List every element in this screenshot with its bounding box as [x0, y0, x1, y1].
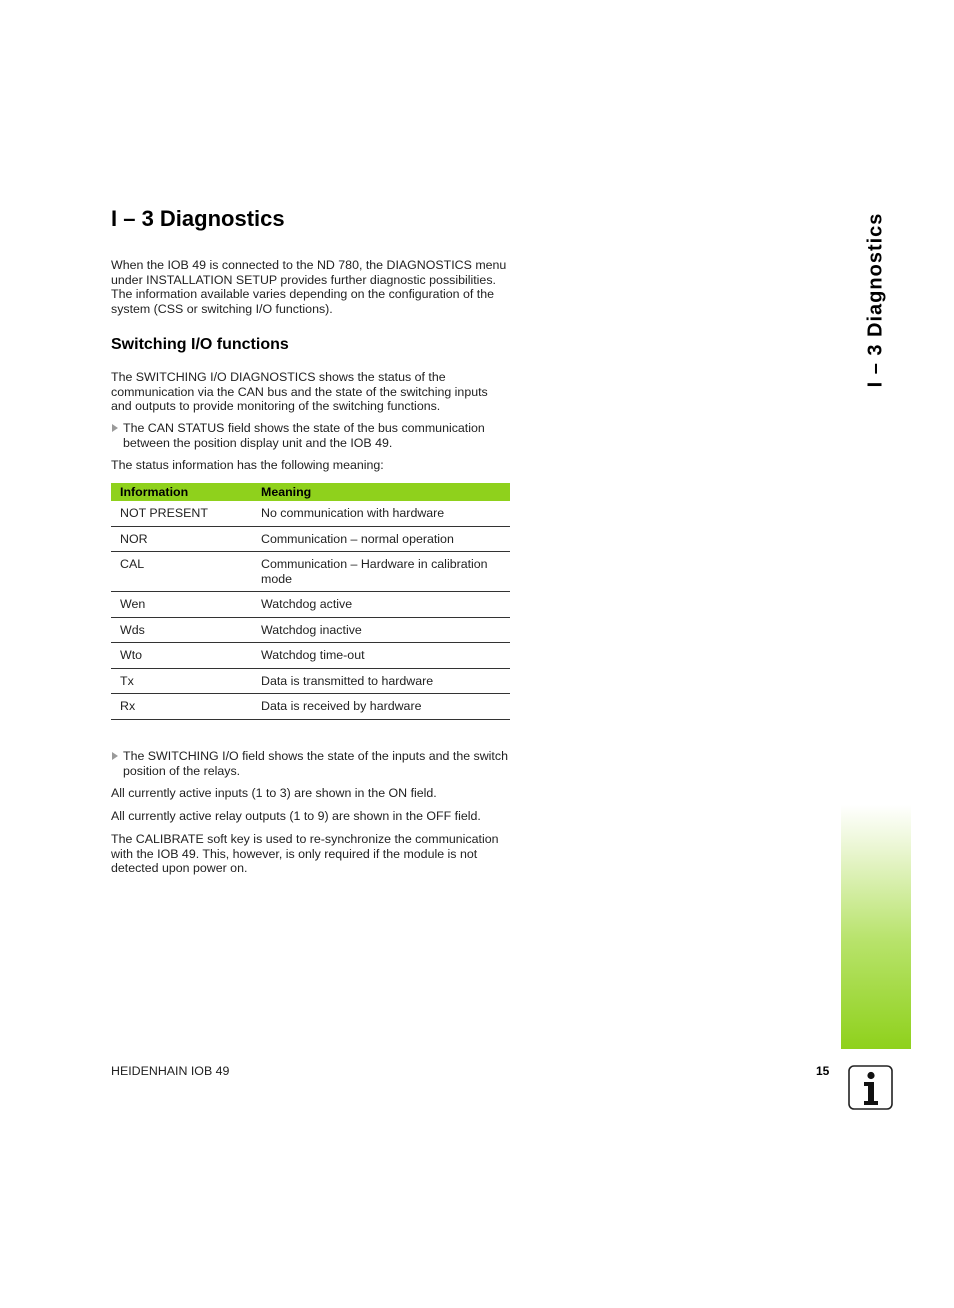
- bullet-switching-io-text: The SWITCHING I/O field shows the state of the inputs and the switch position of the relays.: [123, 749, 508, 778]
- table-row: [111, 501, 510, 526]
- cell-meaning: Data is transmitted to hardware: [252, 668, 510, 694]
- table-row: [111, 592, 510, 618]
- status-table: [111, 483, 510, 720]
- cell-meaning: Watchdog time-out: [252, 643, 510, 669]
- triangle-bullet-icon: [112, 752, 118, 760]
- table-row: [111, 552, 510, 592]
- section-heading: Switching I/O functions: [111, 336, 289, 353]
- cell-information: NOR: [111, 526, 252, 552]
- cell-information: Rx: [111, 694, 252, 720]
- header-meaning: Meaning: [252, 483, 510, 501]
- page-number: 15: [816, 1064, 830, 1078]
- table-row: [111, 643, 510, 669]
- cell-meaning: Data is received by hardware: [252, 694, 510, 720]
- cell-meaning: Watchdog active: [252, 592, 510, 618]
- side-tab-gradient: [841, 805, 911, 1049]
- cell-meaning: Communication – normal operation: [252, 526, 510, 552]
- page-title: I – 3 Diagnostics: [111, 206, 285, 231]
- off-field-paragraph: All currently active relay outputs (1 to 9) are shown in the OFF field.: [111, 809, 481, 823]
- table-row: [111, 694, 510, 720]
- table-row: [111, 668, 510, 694]
- cell-information: NOT PRESENT: [111, 501, 252, 526]
- cell-information: Tx: [111, 668, 252, 694]
- cell-meaning: No communication with hardware: [252, 501, 510, 526]
- triangle-bullet-icon: [112, 424, 118, 432]
- switching-paragraph: The SWITCHING I/O DIAGNOSTICS shows the status of the communication via the CAN bus and the state of the switching inputs and outputs to provide monitoring of the switching functions.: [111, 370, 488, 413]
- footer-product-name: HEIDENHAIN IOB 49: [111, 1064, 230, 1078]
- table-header-row: [111, 483, 510, 501]
- bullet-can-status: [111, 421, 511, 450]
- status-intro: The status information has the following meaning:: [111, 458, 384, 472]
- on-field-paragraph: All currently active inputs (1 to 3) are shown in the ON field.: [111, 786, 437, 800]
- cell-meaning: Watchdog inactive: [252, 617, 510, 643]
- cell-information: Wds: [111, 617, 252, 643]
- bullet-switching-io: [111, 749, 511, 778]
- cell-information: Wen: [111, 592, 252, 618]
- table-row: [111, 526, 510, 552]
- cell-meaning: Communication – Hardware in calibration mode: [252, 552, 510, 592]
- header-information: Information: [111, 483, 252, 501]
- table-row: [111, 617, 510, 643]
- cell-information: Wto: [111, 643, 252, 669]
- bullet-can-status-text: The CAN STATUS field shows the state of the bus communication between the position display unit and the IOB 49.: [123, 421, 485, 450]
- calibrate-paragraph: The CALIBRATE soft key is used to re-synchronize the communication with the IOB 49. This, however, is only required if the module is not detected upon power on.: [111, 832, 499, 875]
- info-icon: [848, 1065, 893, 1110]
- side-tab-title: I – 3 Diagnostics: [864, 212, 887, 388]
- cell-information: CAL: [111, 552, 252, 592]
- intro-paragraph: When the IOB 49 is connected to the ND 780, the DIAGNOSTICS menu under INSTALLATION SETUP provides further diagnostic possibilities. The information available varies depending on the configuration of the system (CSS or switching I/O functions).: [111, 258, 507, 316]
